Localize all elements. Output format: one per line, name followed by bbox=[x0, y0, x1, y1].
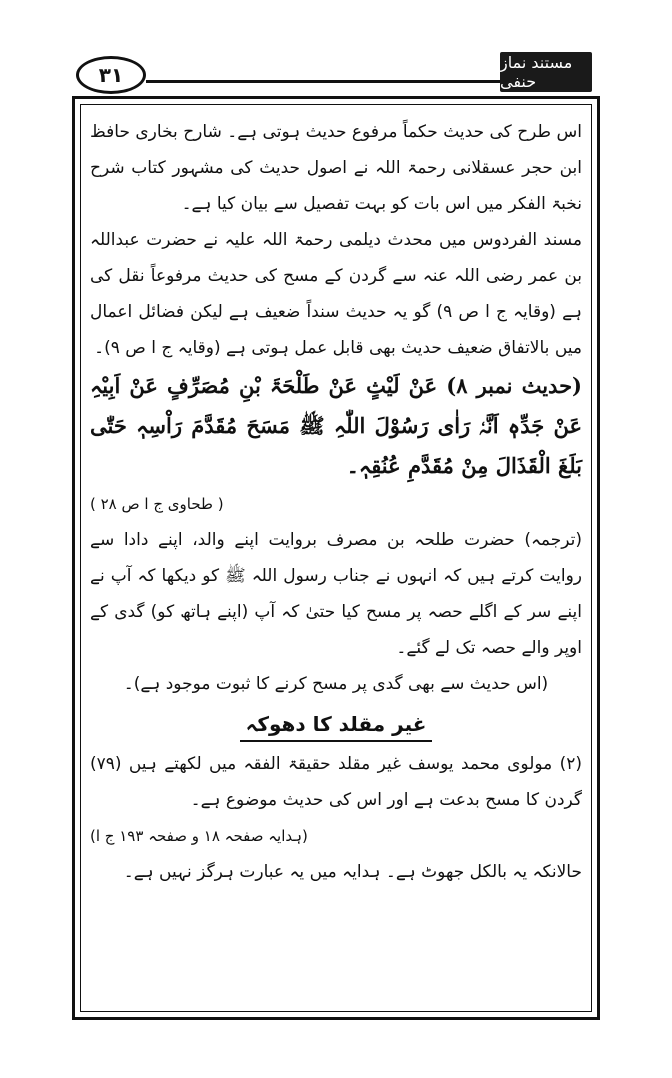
paragraph-translation: (ترجمہ) حضرت طلحہ بن مصرف بروایت اپنے والد، اپنے دادا سے روایت کرتے ہیں کہ انہوں نے جناب رسول اللہ ﷺ کو دیکھا کہ آپ نے اپنے سر کے اگلے حصہ پر مسح کیا حتیٰ کہ آپ (اپنے ہاتھ کو) گدی کے اوپر والے حصہ تک لے گئے۔ bbox=[90, 530, 582, 658]
paragraph-hadith-status: اس طرح کی حدیث حکماً مرفوع حدیث ہوتی ہے۔ شارح بخاری حافظ ابن حجر عسقلانی رحمۃ اللہ نے اصول حدیث کی مشہور کتاب شرح نخبۃ الفکر میں اس بات کو بہت تفصیل سے بیان کیا ہے۔ bbox=[90, 122, 582, 214]
page-number: ۳۱ bbox=[76, 56, 146, 94]
hidaya-reference: (ہدایہ صفحہ ۱۸ و صفحہ ۱۹۳ ج ا) bbox=[90, 827, 308, 845]
book-title: مستند نماز حنفی bbox=[500, 52, 592, 92]
hadith-reference: ( طحاوی ج ا ص ۲۸ ) bbox=[90, 495, 224, 513]
section-subheading: غیر مقلد کا دھوکہ bbox=[240, 708, 433, 742]
paragraph-ghair-muqallid: (۲) مولوی محمد یوسف غیر مقلد حقیقۃ الفقہ میں لکھتے ہیں (۷۹) گردن کا مسح بدعت ہے اور اس کی حدیث موضوع ہے۔ bbox=[90, 754, 582, 810]
hadith-arabic-text: (حدیث نمبر ۸) عَنْ لَیْثٍ عَنْ طَلْحَۃَ بْنِ مُصَرِّفٍ عَنْ اَبِیْہِ عَنْ جَدِّہٖ اَنَّہٗ رَاٰی رَسُوْلَ اللّٰہِ ﷺ مَسَحَ مُقَدَّمَ رَاْسِہٖ حَتّٰی بَلَغَ الْقَذَالَ مِنْ مُقَدَّمِ عُنُقِہٖ۔ bbox=[90, 373, 582, 478]
header-rule bbox=[146, 80, 500, 83]
page-body bbox=[90, 114, 582, 890]
paragraph-refutation: حالانکہ یہ بالکل جھوٹ ہے۔ ہدایہ میں یہ عبارت ہرگز نہیں ہے۔ bbox=[123, 862, 582, 882]
paragraph-note: (اس حدیث سے بھی گدی پر مسح کرنے کا ثبوت موجود ہے)۔ bbox=[123, 674, 549, 694]
paragraph-musnad-firdaus: مسند الفردوس میں محدث دیلمی رحمۃ اللہ علیہ نے حضرت عبداللہ بن عمر رضی اللہ عنہ سے گردن کے مسح کی حدیث مرفوعاً نقل کی ہے (وقایہ ج ا ص ۹) گو یہ حدیث سنداً ضعیف ہے لیکن فضائل اعمال میں بالاتفاق ضعیف حدیث بھی قابل عمل ہوتی ہے (وقایہ ج ا ص ۹)۔ bbox=[90, 230, 582, 358]
subheading-container bbox=[90, 708, 582, 744]
